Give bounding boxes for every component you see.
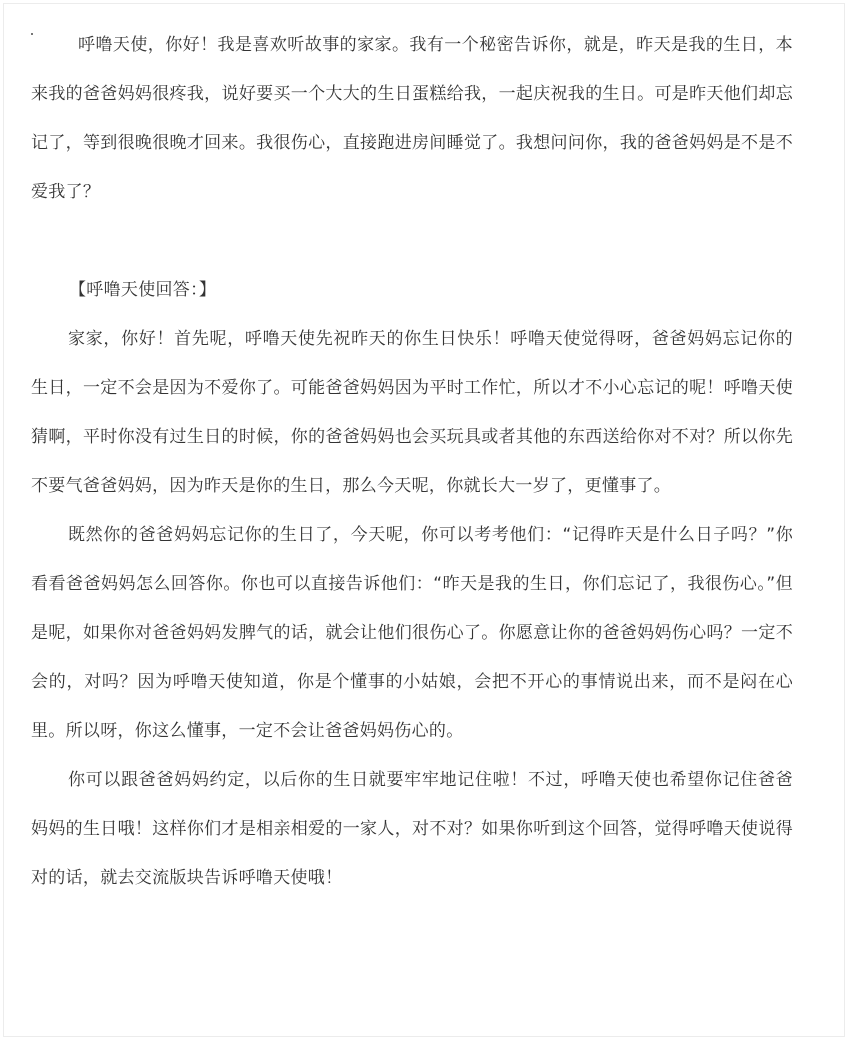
letter-text: 呼噜天使，你好！我是喜欢听故事的家家。我有一个秘密告诉你，就是，昨天是我的生日，本来我的爸爸妈妈很疼我，说好要买一个大大的生日蛋糕给我，一起庆祝我的生日。可是昨天他们却忘记了，等到很晚很晚才回来。我很伤心，直接跑进房间睡觉了。我想问问你，我的爸爸妈妈是不是不爱我了？ bbox=[31, 35, 793, 202]
article-body bbox=[31, 21, 793, 903]
answer-paragraph-2: 既然你的爸爸妈妈忘记你的生日了，今天呢，你可以考考他们：“记得昨天是什么日子吗？”你看看爸爸妈妈怎么回答你。你也可以直接告诉他们：“昨天是我的生日，你们忘记了，我很伤心。”但是呢，如果你对爸爸妈妈发脾气的话，就会让他们很伤心了。你愿意让你的爸爸妈妈伤心吗？一定不会的，对吗？因为呼噜天使知道，你是个懂事的小姑娘，会把不开心的事情说出来，而不是闷在心里。所以呀，你这么懂事，一定不会让爸爸妈妈伤心的。 bbox=[31, 525, 793, 741]
answer-paragraph-3: 你可以跟爸爸妈妈约定，以后你的生日就要牢牢地记住啦！不过，呼噜天使也希望你记住爸爸妈妈的生日哦！这样你们才是相亲相爱的一家人，对不对？如果你听到这个回答，觉得呼噜天使说得对的话，就去交流版块告诉呼噜天使哦！ bbox=[31, 770, 793, 888]
paragraph-spacer bbox=[31, 217, 793, 266]
letter-paragraph bbox=[31, 21, 793, 217]
answer-heading: 【呼噜天使回答：】 bbox=[69, 280, 217, 300]
answer-paragraph-1: 家家，你好！首先呢，呼噜天使先祝昨天的你生日快乐！呼噜天使觉得呀，爸爸妈妈忘记你的生日，一定不会是因为不爱你了。可能爸爸妈妈因为平时工作忙，所以才不小心忘记的呢！呼噜天使猜啊，平时你没有过生日的时候，你的爸爸妈妈也会买玩具或者其他的东西送给你对不对？所以你先不要气爸爸妈妈，因为昨天是你的生日，那么今天呢，你就长大一岁了，更懂事了。 bbox=[31, 329, 793, 496]
bullet-dot-icon bbox=[31, 33, 33, 35]
